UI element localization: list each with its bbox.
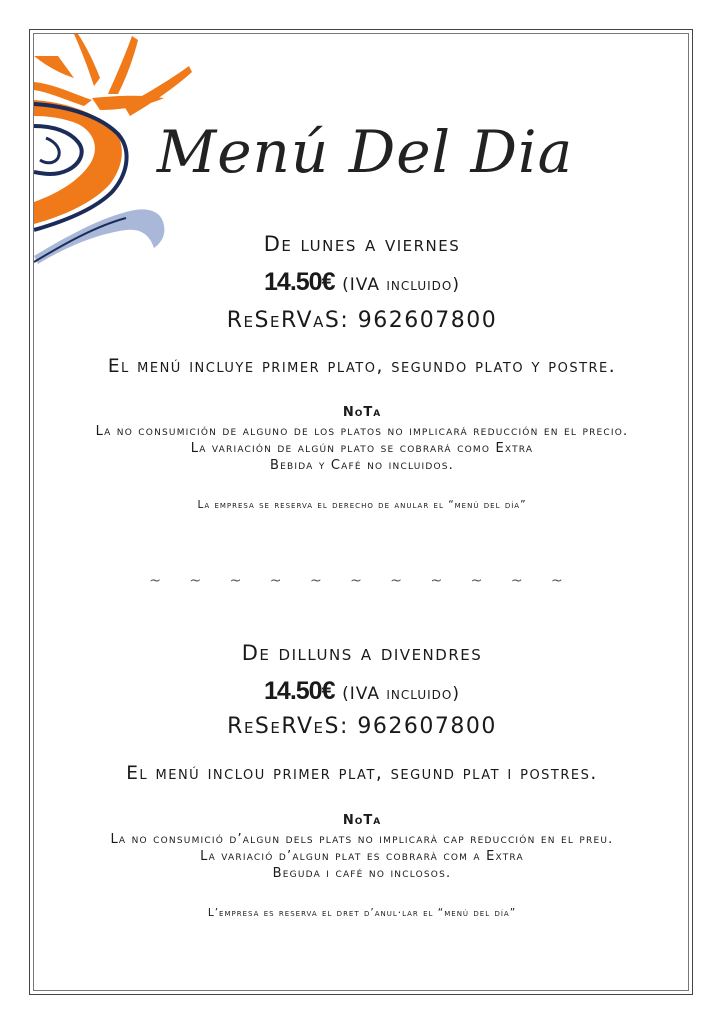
- price-note: (IVA incluido): [342, 275, 460, 295]
- menu-includes: El menú inclou primer plat, segund plat i postres.: [126, 763, 598, 784]
- note-heading: NoTa: [342, 813, 382, 828]
- menu-price: 14.50€: [264, 677, 335, 705]
- section-divider: ~ ~ ~ ~ ~ ~ ~ ~ ~ ~ ~: [149, 573, 575, 589]
- note-line: La no consumició d’algun dels plats no implicarà cap reducción en el preu.: [110, 832, 614, 847]
- note-line: Bebida y Café no incluidos.: [269, 458, 455, 473]
- reservations-phone: ReSeRVeS: 962607800: [227, 714, 497, 739]
- disclaimer: L’empresa es reserva el dret d’anul·lar el “menú del día”: [207, 907, 517, 919]
- schedule-days: De dilluns a divendres: [241, 641, 483, 665]
- price-line: [34, 677, 690, 706]
- note-line: La variación de algún plato se cobrará como Extra: [190, 441, 534, 456]
- schedule-days: De lunes a viernes: [263, 232, 461, 256]
- disclaimer: La empresa se reserva el derecho de anular el “menú del día”: [197, 499, 527, 511]
- price-line: [34, 268, 690, 297]
- menu-price: 14.50€: [264, 268, 335, 296]
- note-line: Beguda i café no inclosos.: [272, 866, 452, 881]
- note-line: La variació d’algun plat es cobrarà com a Extra: [200, 849, 524, 864]
- note-line: La no consumición de alguno de los platos no implicará reducción en el precio.: [95, 424, 629, 439]
- note-heading: NoTa: [342, 405, 382, 420]
- menu-includes: El menú incluye primer plato, segundo plato y postre.: [107, 356, 617, 377]
- reservations-phone: ReSeRVaS: 962607800: [226, 308, 498, 333]
- price-note: (IVA incluido): [342, 684, 460, 704]
- menu-title: Menú Del Dia: [156, 118, 574, 186]
